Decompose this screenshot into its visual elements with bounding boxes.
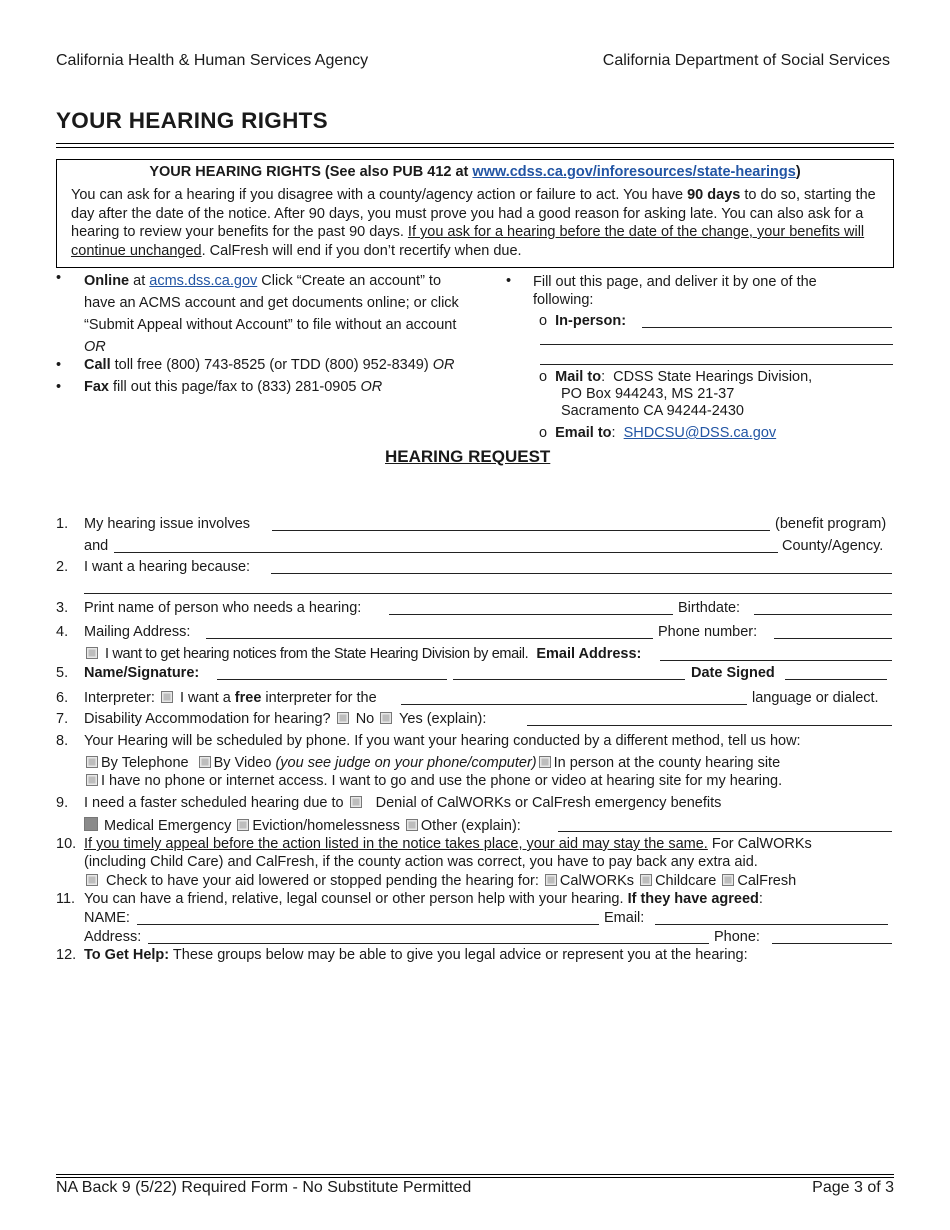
online-text-1: Click “Create an account” to: [257, 273, 442, 289]
accommodation-explain-field[interactable]: [527, 711, 892, 726]
item2-label: I want a hearing because:: [84, 559, 251, 575]
item5-label: Name/Signature:: [84, 665, 200, 681]
video-label: By Video: [213, 755, 276, 771]
accommodation-no-checkbox[interactable]: [337, 712, 349, 724]
medical-emergency-label: Medical Emergency: [104, 818, 232, 834]
call-text: toll free (800) 743-8525 (or TDD (800) 952-8349): [110, 357, 433, 373]
aid-lowered-checkbox[interactable]: [86, 874, 98, 886]
helper-email-label: Email:: [604, 910, 645, 926]
item-number: 9.: [56, 795, 69, 811]
helper-address-field[interactable]: [148, 929, 709, 944]
item10-text-a: For CalWORKs: [707, 836, 812, 852]
medical-emergency-checkbox[interactable]: [84, 817, 98, 831]
hearing-request-title: HEARING REQUEST: [385, 447, 551, 466]
person-name-field[interactable]: [389, 600, 673, 615]
interpreter-text-1: I want a: [179, 690, 235, 706]
item-number: 8.: [56, 733, 69, 749]
interpreter-text-2: interpreter for the: [261, 690, 377, 706]
other-label: Other (explain):: [420, 818, 521, 834]
in-person-field-2[interactable]: [540, 330, 893, 345]
item-number: 4.: [56, 624, 69, 640]
online-label: Online: [84, 273, 130, 289]
hearing-method-row: [84, 755, 780, 771]
footer-rule-bottom: [56, 1177, 894, 1178]
item12-row: [84, 947, 748, 963]
email-address-label: Email Address:: [536, 646, 642, 662]
box-text-3: . CalFresh will end if you don’t recertify when due.: [201, 242, 522, 259]
telephone-checkbox[interactable]: [86, 756, 98, 768]
item-number: 12.: [56, 947, 77, 963]
item9-options: [82, 817, 521, 834]
box-title: [57, 164, 893, 180]
box-title-text: YOUR HEARING RIGHTS (See also PUB 412 at: [149, 164, 473, 180]
item-number: 7.: [56, 711, 69, 727]
accommodation-label: Disability Accommodation for hearing?: [84, 711, 331, 727]
title-rule-top: [56, 143, 894, 144]
mail-address: [561, 386, 744, 420]
email-link[interactable]: SHDCSU@DSS.ca.gov: [623, 425, 777, 441]
childcare-label: Childcare: [655, 873, 717, 889]
calworks-label: CalWORKs: [559, 873, 635, 889]
helper-email-field[interactable]: [655, 910, 888, 925]
accommodation-no-label: No: [355, 711, 375, 727]
in-person-field[interactable]: [642, 313, 892, 328]
box-paragraph: [71, 186, 881, 260]
helper-name-field[interactable]: [137, 910, 599, 925]
item-number: 3.: [56, 600, 69, 616]
item1-suffix: (benefit program): [775, 516, 887, 532]
fax-option: [84, 379, 382, 395]
calfresh-checkbox[interactable]: [722, 874, 734, 886]
bullet: •: [506, 273, 512, 289]
circle-bullet: o: [539, 425, 548, 441]
box-text-1: You can ask for a hearing if you disagree with a county/agency action or failure to act. You have: [71, 187, 688, 203]
helper-text: You can have a friend, relative, legal counsel or other person help with your hearing.: [84, 891, 628, 907]
hearing-reason-field[interactable]: [271, 559, 892, 574]
other-explain-field[interactable]: [558, 817, 892, 832]
item1-label: My hearing issue involves: [84, 516, 251, 532]
bullet: •: [56, 270, 62, 286]
telephone-label: By Telephone: [101, 755, 189, 771]
box-title-suffix: ): [795, 164, 801, 180]
item10-row: [84, 836, 812, 852]
mail-label: Mail to: [555, 369, 602, 385]
hearing-reason-field-2[interactable]: [84, 579, 892, 594]
box-text-90days: 90 days: [687, 187, 741, 203]
no-phone-row: [84, 773, 782, 789]
name-field[interactable]: [217, 665, 447, 680]
item4-label: Mailing Address:: [84, 624, 191, 640]
box-text-2: to do so, starting the day after the date of the notice. After 90 days, you must prove you had a good reason for asking late. You can also ask for a hearing to review your benefits for the past 90 days.: [71, 187, 876, 240]
email-label: Email to: [555, 425, 612, 441]
helper-phone-label: Phone:: [714, 929, 760, 945]
item10-text-b: (including Child Care) and CalFresh, if the county action was correct, you have to pay back any extra aid.: [84, 854, 758, 870]
signature-field[interactable]: [453, 665, 685, 680]
acms-link[interactable]: acms.dss.ca.gov: [149, 273, 258, 289]
language-field[interactable]: [401, 690, 747, 705]
or-text: OR: [360, 379, 383, 395]
other-checkbox[interactable]: [406, 819, 418, 831]
deliver-intro-2: following:: [533, 292, 594, 308]
emergency-benefits-label: Denial of CalWORKs or CalFresh emergency benefits: [375, 795, 722, 811]
interpreter-label: Interpreter:: [84, 690, 155, 706]
bullet: •: [56, 357, 62, 373]
get-help-text: These groups below may be able to give you legal advice or represent you at the hearing:: [169, 947, 748, 963]
in-person-row: [539, 313, 626, 329]
emergency-benefits-checkbox[interactable]: [350, 796, 362, 808]
item9-row: [84, 795, 721, 811]
call-label: Call: [84, 357, 111, 373]
childcare-checkbox[interactable]: [640, 874, 652, 886]
fax-text: fill out this page/fax to (833) 281-0905: [109, 379, 361, 395]
date-signed-label: Date Signed: [691, 665, 775, 681]
form-id: NA Back 9 (5/22) Required Form - No Substitute Permitted: [56, 1179, 472, 1196]
phone-field[interactable]: [774, 624, 892, 639]
in-person-checkbox[interactable]: [539, 756, 551, 768]
online-text-3: “Submit Appeal without Account” to file without an account: [84, 317, 457, 333]
accommodation-yes-checkbox[interactable]: [380, 712, 392, 724]
box-text-underlined: If you ask for a hearing before the date of the change, your benefits will continue unchanged: [71, 224, 865, 259]
mail-line-3: Sacramento CA 94244-2430: [561, 403, 744, 419]
item-number: 11.: [56, 891, 76, 907]
eviction-label: Eviction/homelessness: [252, 818, 400, 834]
timely-appeal-text: If you timely appeal before the action listed in the notice takes place, your aid may stay the same.: [84, 836, 708, 852]
item3-label: Print name of person who needs a hearing:: [84, 600, 362, 616]
item-number: 1.: [56, 516, 69, 532]
fax-label: Fax: [84, 379, 109, 395]
bullet: •: [56, 379, 62, 395]
item1-county: County/Agency.: [782, 538, 884, 554]
item-number: 5.: [56, 665, 69, 681]
get-help-label: To Get Help:: [84, 947, 170, 963]
in-person-label: In person at the county hearing site: [553, 755, 781, 771]
item1-and: and: [84, 538, 109, 554]
online-option: [84, 270, 504, 358]
department-header: California Department of Social Services: [602, 52, 890, 69]
birthdate-label: Birthdate:: [678, 600, 741, 616]
benefit-program-field[interactable]: [272, 516, 770, 531]
state-hearings-link[interactable]: www.cdss.ca.gov/inforesources/state-hearings: [472, 164, 796, 180]
page-number: Page 3 of 3: [812, 1179, 894, 1196]
email-row: o Email to: SHDCSU@DSS.ca.gov: [539, 425, 777, 441]
calfresh-label: CalFresh: [737, 873, 797, 889]
email-notice-label: I want to get hearing notices from the State Hearing Division by email.: [105, 646, 529, 662]
no-phone-checkbox[interactable]: [86, 774, 98, 786]
deliver-intro: [533, 273, 817, 309]
in-person-field-3[interactable]: [540, 350, 893, 365]
item8-label: Your Hearing will be scheduled by phone. If you want your hearing conducted by a different method, tell us how:: [84, 733, 801, 749]
mail-line-2: PO Box 944243, MS 21-37: [561, 386, 735, 402]
item7-row: [84, 711, 486, 727]
item-number: 2.: [56, 559, 69, 575]
item11-row: [84, 891, 763, 907]
or-text: OR: [432, 357, 455, 373]
helper-address-label: Address:: [84, 929, 142, 945]
birthdate-field[interactable]: [754, 600, 892, 615]
helper-agreed: If they have agreed: [627, 891, 759, 907]
eviction-checkbox[interactable]: [237, 819, 249, 831]
footer-rule-top: [56, 1174, 894, 1175]
title-rule-bottom: [56, 147, 894, 148]
call-option: [84, 357, 454, 373]
or-text: OR: [84, 339, 106, 355]
calworks-checkbox[interactable]: [545, 874, 557, 886]
no-phone-label: I have no phone or internet access. I want to go and use the phone or video at hearing site for my hearing.: [101, 773, 783, 789]
accommodation-yes-label: Yes (explain):: [399, 711, 487, 727]
date-signed-field[interactable]: [785, 665, 887, 680]
mailing-address-field[interactable]: [206, 624, 653, 639]
interpreter-suffix: language or dialect.: [752, 690, 879, 706]
item-number: 6.: [56, 690, 69, 706]
email-address-field[interactable]: [660, 646, 892, 661]
interpreter-free: free: [234, 690, 262, 706]
mail-line-1: CDSS State Hearings Division,: [613, 369, 813, 385]
interpreter-checkbox[interactable]: [161, 691, 173, 703]
deliver-intro-1: Fill out this page, and deliver it by one of the: [533, 274, 817, 290]
video-checkbox[interactable]: [199, 756, 211, 768]
email-notice-row: [84, 646, 641, 662]
faster-hearing-label: I need a faster scheduled hearing due to: [84, 795, 344, 811]
circle-bullet: o: [539, 369, 548, 385]
hearing-rights-box: [56, 159, 894, 268]
helper-phone-field[interactable]: [772, 929, 892, 944]
online-at: at: [129, 273, 150, 289]
video-note: (you see judge on your phone/computer): [275, 755, 537, 771]
item-number: 10.: [56, 836, 77, 852]
phone-label: Phone number:: [658, 624, 758, 640]
helper-colon: :: [758, 891, 763, 907]
email-notice-checkbox[interactable]: [86, 647, 98, 659]
county-agency-field[interactable]: [114, 538, 778, 553]
agency-header: California Health & Human Services Agency: [56, 52, 369, 69]
in-person-label: In-person:: [555, 313, 627, 329]
page-title: YOUR HEARING RIGHTS: [56, 108, 328, 133]
circle-bullet: o: [539, 313, 548, 329]
aid-lowered-label: Check to have your aid lowered or stopped pending the hearing for:: [106, 873, 539, 889]
item10-check-row: [84, 873, 796, 889]
mail-row: o Mail to: CDSS State Hearings Division,: [539, 369, 813, 385]
online-text-2: have an ACMS account and get documents online; or click: [84, 295, 459, 311]
helper-name-label: NAME:: [84, 910, 130, 926]
item6-row: [84, 690, 377, 706]
